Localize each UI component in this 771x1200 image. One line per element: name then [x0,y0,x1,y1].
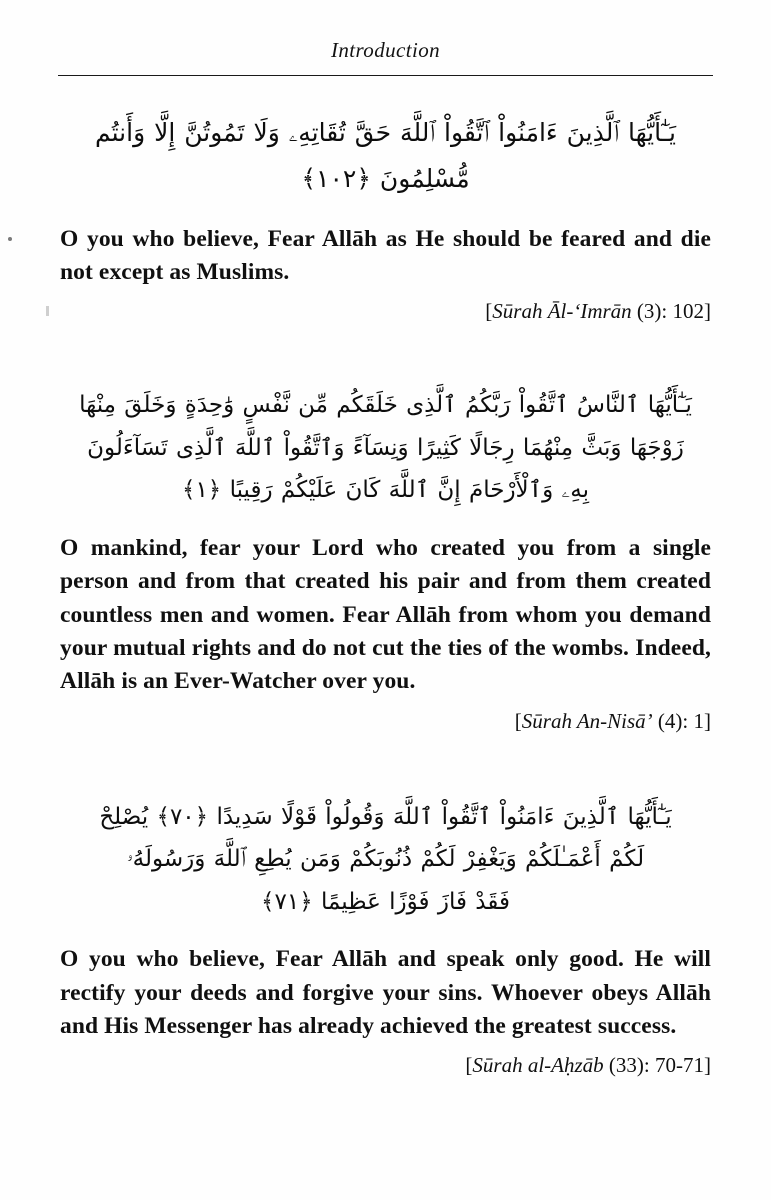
verse-block-2 [58,384,713,733]
verse-block-3 [58,796,713,1079]
block-spacer [58,324,713,350]
header-divider [58,75,713,76]
reference-source: Sūrah al-Aḥzāb [472,1053,604,1078]
reference-source: Sūrah An-Nisā’ [521,708,653,733]
scan-speck-secondary [46,306,49,316]
reference-3 [58,1053,713,1078]
arabic-line: بِهِۦ وَٱلْأَرْحَامَ إِنَّ ٱللَّهَ كَانَ عَلَيْكُمْ رَقِيبًا ﴿١﴾ [181,477,590,504]
arabic-line: زَوْجَهَا وَبَثَّ مِنْهُمَا رِجَالًا كَثِيرًا وَنِسَآءً وَٱتَّقُواْ ٱللَّهَ ٱلَّذِى تَسَآءَلُونَ [87,434,684,461]
reference-bracket-close: ] [704,299,711,324]
arabic-verse-1 [58,110,713,203]
arabic-line: يَـٰٓأَيُّهَا ٱلنَّاسُ ٱتَّقُواْ رَبَّكُمُ ٱلَّذِى خَلَقَكُم مِّن نَّفْسٍ وَٰحِدَةٍ وَخَلَقَ مِنْهَا [79,392,692,419]
reference-locator: (33): 70-71 [608,1053,704,1078]
reference-bracket-open: [ [514,708,522,733]
reference-bracket-close: ] [704,708,711,733]
reference-1 [58,299,713,324]
reference-locator: (4): 1 [657,708,704,733]
block-spacer [58,734,713,762]
verse-block-1 [58,110,713,324]
reference-bracket-open: [ [485,299,493,324]
reference-bracket-close: ] [704,1053,711,1078]
arabic-line: يَـٰٓأَيُّهَا ٱلَّذِينَ ءَامَنُواْ ٱتَّقُواْ ٱللَّهَ حَقَّ تُقَاتِهِۦ وَلَا تَمُوتُنَّ إِلَّا وَأَنتُم [94,118,677,147]
running-head: Introduction [330,38,440,62]
arabic-line: مُّسْلِمُونَ ﴿١٠٢﴾ [301,164,470,194]
translation-2: O mankind, fear your Lord who created you from a single person and from that created his pair and from them created countless men and women. Fear Allāh from whom you demand your mutual rights and do not cut the ties of the wombs. Indeed, Allāh is an Ever-Watcher over you. [60,534,711,695]
reference-source: Sūrah Āl-‘Imrān [492,299,632,324]
translation-3: O you who believe, Fear Allāh and speak only good. He will rectify your deeds and forgive your sins. Whoever obeys Allāh and His Messenger has already achieved the greatest success. [60,946,711,1040]
arabic-line: فَقَدْ فَازَ فَوْزًا عَظِيمًا ﴿٧١﴾ [261,888,510,915]
translation-1: O you who believe, Fear Allāh as He should be feared and die not except as Muslims. [60,225,711,285]
reference-locator: (3): 102 [636,299,704,324]
arabic-verse-2 [58,384,713,512]
arabic-line: يَـٰٓأَيُّهَا ٱلَّذِينَ ءَامَنُواْ ٱتَّقُواْ ٱللَّهَ وَقُولُواْ قَوْلًا سَدِيدًا ﴿٧٠﴾ يُصْلِحْ [99,803,672,830]
arabic-verse-3 [58,796,713,924]
reference-2 [58,709,713,734]
arabic-line: لَكُمْ أَعْمَـٰلَكُمْ وَيَغْفِرْ لَكُمْ ذُنُوبَكُمْ وَمَن يُطِعِ ٱللَّهَ وَرَسُولَهُۥ [126,846,645,873]
scan-speck [8,237,12,241]
reference-bracket-open: [ [465,1053,473,1078]
